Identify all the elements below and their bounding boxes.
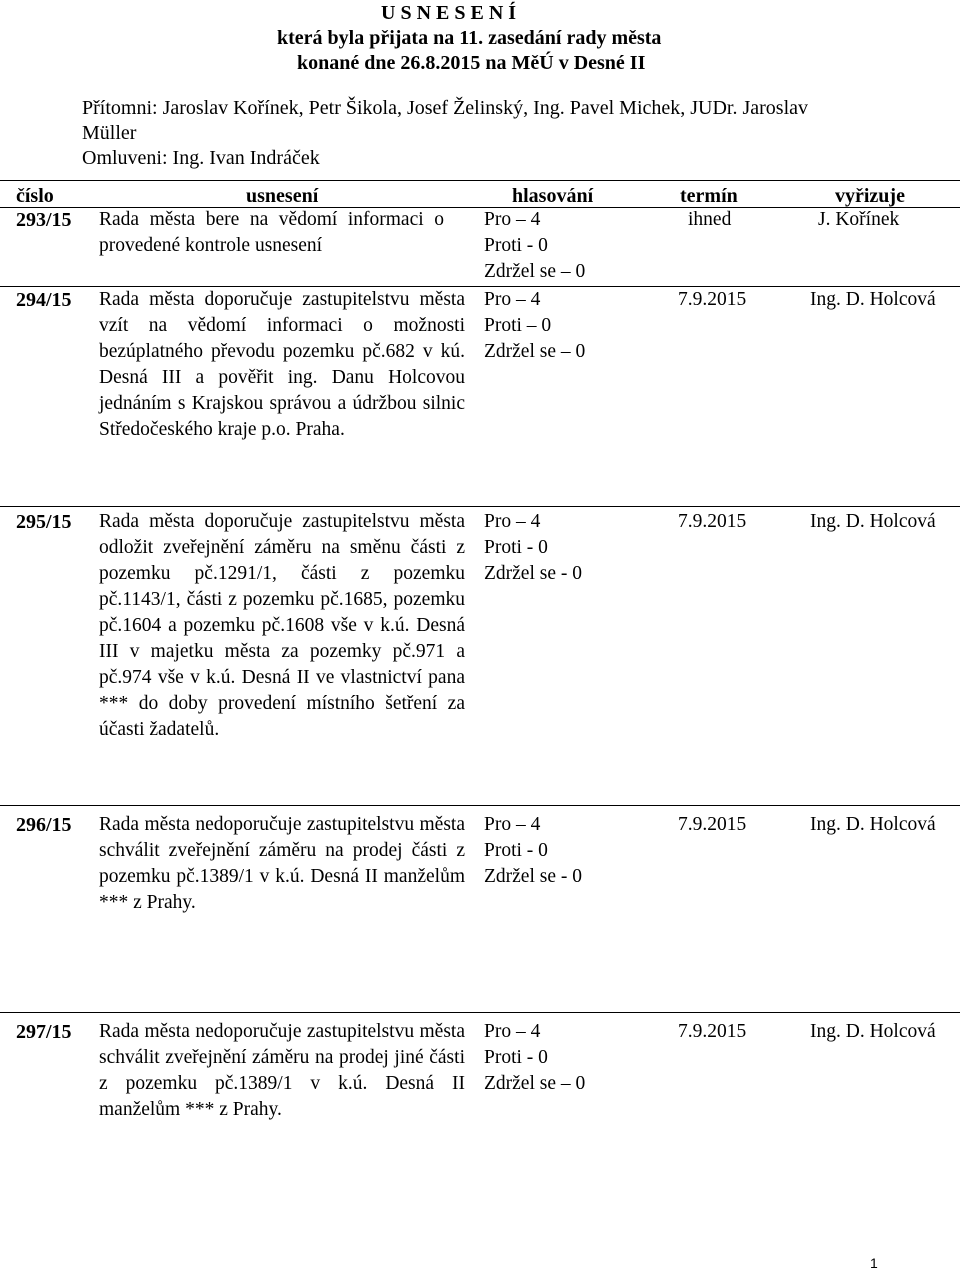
responsible-person: Ing. D. Holcová bbox=[810, 289, 936, 310]
vote-against: Proti - 0 bbox=[484, 840, 548, 861]
present-members: Přítomni: Jaroslav Kořínek, Petr Šikola, Josef Želinský, Ing. Pavel Michek, JUDr. Jaroslav bbox=[82, 97, 809, 119]
row-divider bbox=[0, 1012, 960, 1013]
header-top-rule bbox=[0, 180, 960, 181]
vote-against: Proti - 0 bbox=[484, 235, 548, 256]
column-header-deadline: termín bbox=[680, 185, 738, 207]
vote-abstain: Zdržel se – 0 bbox=[484, 261, 586, 282]
resolution-text: Rada města nedoporučuje zastupitelstvu města schválit zveřejnění záměru na prodej jiné části z pozemku pč.1389/1 v k.ú. Desná II manželům *** z Prahy. bbox=[99, 1021, 465, 1120]
page-number: 1 bbox=[870, 1255, 878, 1271]
resolution-text: Rada města doporučuje zastupitelstvu města odložit zveřejnění záměru na směnu části z pozemku pč.1291/1, části z pozemku pč.1143/1, části z pozemku pč.1685, pozemku pč.1604 a pozemku pč.1608 vše v k.ú. Desná III v majetku města za pozemky pč.971 a pč.974 vše v k.ú. Desná II ve vlastnictví pana *** do doby provedení místního šetření za účasti žadatelů. bbox=[99, 511, 465, 740]
vote-abstain: Zdržel se – 0 bbox=[484, 1073, 586, 1094]
resolution-number: 297/15 bbox=[16, 1021, 72, 1043]
column-header-voting: hlasování bbox=[512, 185, 594, 207]
column-header-number: číslo bbox=[16, 185, 54, 207]
vote-for: Pro – 4 bbox=[484, 511, 541, 532]
vote-against: Proti – 0 bbox=[484, 315, 552, 336]
deadline: 7.9.2015 bbox=[678, 1021, 747, 1042]
vote-for: Pro – 4 bbox=[484, 209, 541, 230]
vote-abstain: Zdržel se - 0 bbox=[484, 563, 582, 584]
row-divider bbox=[0, 805, 960, 806]
resolution-text: Rada města doporučuje zastupitelstvu města vzít na vědomí informaci o možnosti bezúplatného převodu pozemku pč.682 v kú. Desná III a pověřit ing. Danu Holcovou jednáním s Krajskou správou a údržbou silnic Středočeského kraje p.o. Praha. bbox=[99, 289, 465, 440]
deadline: ihned bbox=[688, 209, 732, 230]
resolution-number: 294/15 bbox=[16, 289, 72, 311]
column-header-resolution: usnesení bbox=[246, 185, 319, 207]
vote-against: Proti - 0 bbox=[484, 537, 548, 558]
resolution-number: 293/15 bbox=[16, 209, 72, 231]
deadline: 7.9.2015 bbox=[678, 814, 747, 835]
present-members-cont: Müller bbox=[82, 122, 137, 144]
document-title: U S N E S E N Í bbox=[381, 2, 517, 24]
vote-for: Pro – 4 bbox=[484, 1021, 541, 1042]
responsible-person: J. Kořínek bbox=[818, 209, 900, 230]
excused-members: Omluveni: Ing. Ivan Indráček bbox=[82, 147, 320, 169]
resolution-text: Rada města bere na vědomí informaci o provedené kontrole usnesení bbox=[99, 209, 444, 256]
document-subtitle: která byla přijata na 11. zasedání rady města bbox=[277, 27, 662, 49]
resolution-text: Rada města nedoporučuje zastupitelstvu města schválit zveřejnění záměru na prodej části z pozemku pč.1389/1 v k.ú. Desná II manželům *** z Prahy. bbox=[99, 814, 465, 913]
responsible-person: Ing. D. Holcová bbox=[810, 1021, 936, 1042]
vote-abstain: Zdržel se – 0 bbox=[484, 341, 586, 362]
responsible-person: Ing. D. Holcová bbox=[810, 511, 936, 532]
vote-for: Pro – 4 bbox=[484, 814, 541, 835]
resolution-number: 296/15 bbox=[16, 814, 72, 836]
deadline: 7.9.2015 bbox=[678, 289, 747, 310]
row-divider bbox=[0, 506, 960, 507]
meeting-date: konané dne 26.8.2015 na MěÚ v Desné II bbox=[297, 52, 646, 74]
resolution-number: 295/15 bbox=[16, 511, 72, 533]
vote-abstain: Zdržel se - 0 bbox=[484, 866, 582, 887]
column-header-responsible: vyřizuje bbox=[835, 185, 905, 207]
vote-against: Proti - 0 bbox=[484, 1047, 548, 1068]
responsible-person: Ing. D. Holcová bbox=[810, 814, 936, 835]
vote-for: Pro – 4 bbox=[484, 289, 541, 310]
deadline: 7.9.2015 bbox=[678, 511, 747, 532]
